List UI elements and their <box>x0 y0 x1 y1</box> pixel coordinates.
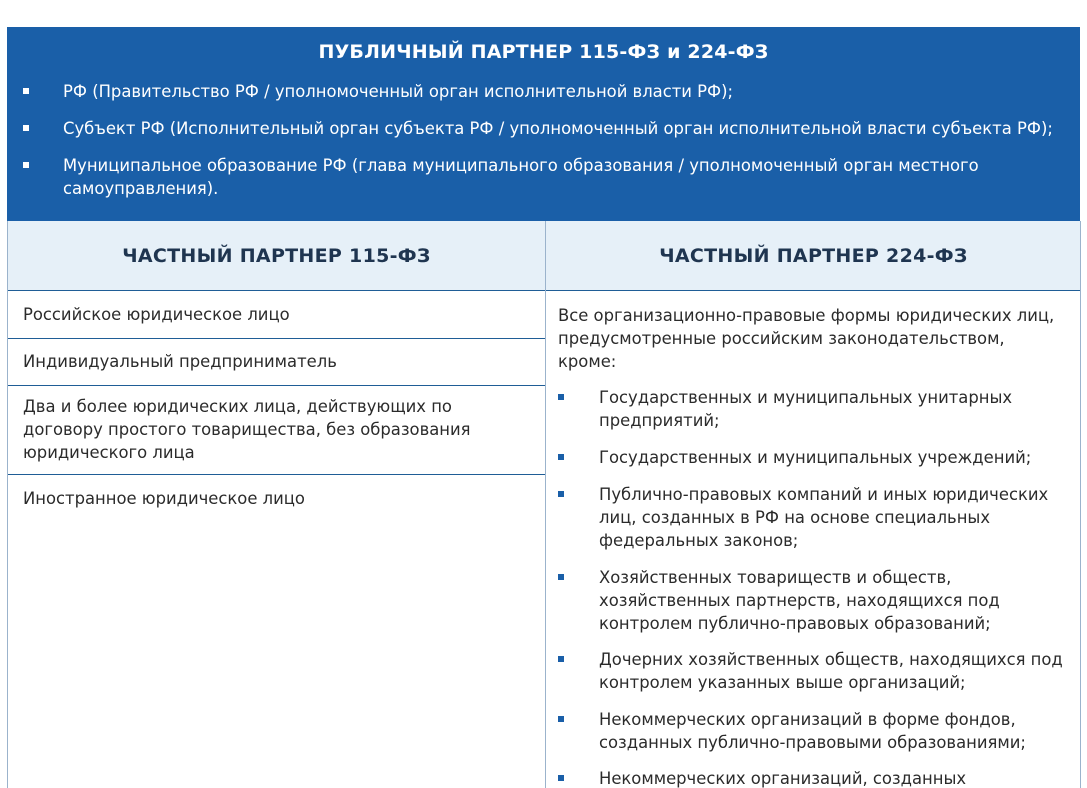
square-bullet-icon <box>558 454 564 460</box>
list-item-text: Публично-правовых компаний и иных юридических лиц, созданных в РФ на основе специальных федеральных законов; <box>599 485 1049 550</box>
square-bullet-icon <box>558 491 564 497</box>
list-item-text: Некоммерческих организаций в форме фондов, созданных публично-правовыми образованиями; <box>599 710 1026 752</box>
table-row <box>8 475 545 535</box>
square-bullet-icon <box>558 394 564 400</box>
square-bullet-icon <box>558 775 564 781</box>
square-bullet-icon <box>23 88 29 94</box>
column-divider <box>545 221 546 788</box>
row-text: Российское юридическое лицо <box>23 305 290 324</box>
public-partner-panel <box>7 27 1080 221</box>
list-item-text: Хозяйственных товариществ и обществ, хозяйственных партнерств, находящихся под контролем публично-правовых образований; <box>599 568 1000 633</box>
row-text: Индивидуальный предприниматель <box>23 352 337 371</box>
table-row <box>8 292 545 339</box>
square-bullet-icon <box>23 125 29 131</box>
square-bullet-icon <box>23 162 29 168</box>
list-item-text: Государственных и муниципальных учреждений; <box>599 448 1032 467</box>
header-private-115: ЧАСТНЫЙ ПАРТНЕР 115-ФЗ <box>8 221 545 291</box>
square-bullet-icon <box>558 574 564 580</box>
list-item-text: Государственных и муниципальных унитарных предприятий; <box>599 388 1013 430</box>
table-row <box>8 386 545 475</box>
list-item-text: Некоммерческих организаций, созданных <box>599 769 967 788</box>
row-text: Иностранное юридическое лицо <box>23 489 305 508</box>
header-private-224: ЧАСТНЫЙ ПАРТНЕР 224-ФЗ <box>545 221 1081 291</box>
partners-table <box>7 221 1080 788</box>
public-partner-item-text: Муниципальное образование РФ (глава муниципального образования / уполномоченный орган местного самоуправления). <box>63 156 979 198</box>
table-right-border <box>1080 221 1081 788</box>
public-partner-title: ПУБЛИЧНЫЙ ПАРТНЕР 115-ФЗ и 224-ФЗ <box>318 41 769 63</box>
public-partner-item-text: Субъект РФ (Исполнительный орган субъекта РФ / уполномоченный орган исполнительной власти субъекта РФ); <box>63 119 1053 138</box>
square-bullet-icon <box>558 656 564 662</box>
table-row <box>8 339 545 386</box>
public-partner-item-text: РФ (Правительство РФ / уполномоченный орган исполнительной власти РФ); <box>63 82 734 101</box>
private-224-intro: Все организационно-правовые формы юридических лиц, предусмотренные российским законодательством, кроме: <box>558 306 1055 371</box>
list-item-text: Дочерних хозяйственных обществ, находящихся под контролем указанных выше организаций; <box>599 650 1063 692</box>
square-bullet-icon <box>558 716 564 722</box>
row-text: Два и более юридических лица, действующих по договору простого товарищества, без образования юридического лица <box>23 397 471 462</box>
